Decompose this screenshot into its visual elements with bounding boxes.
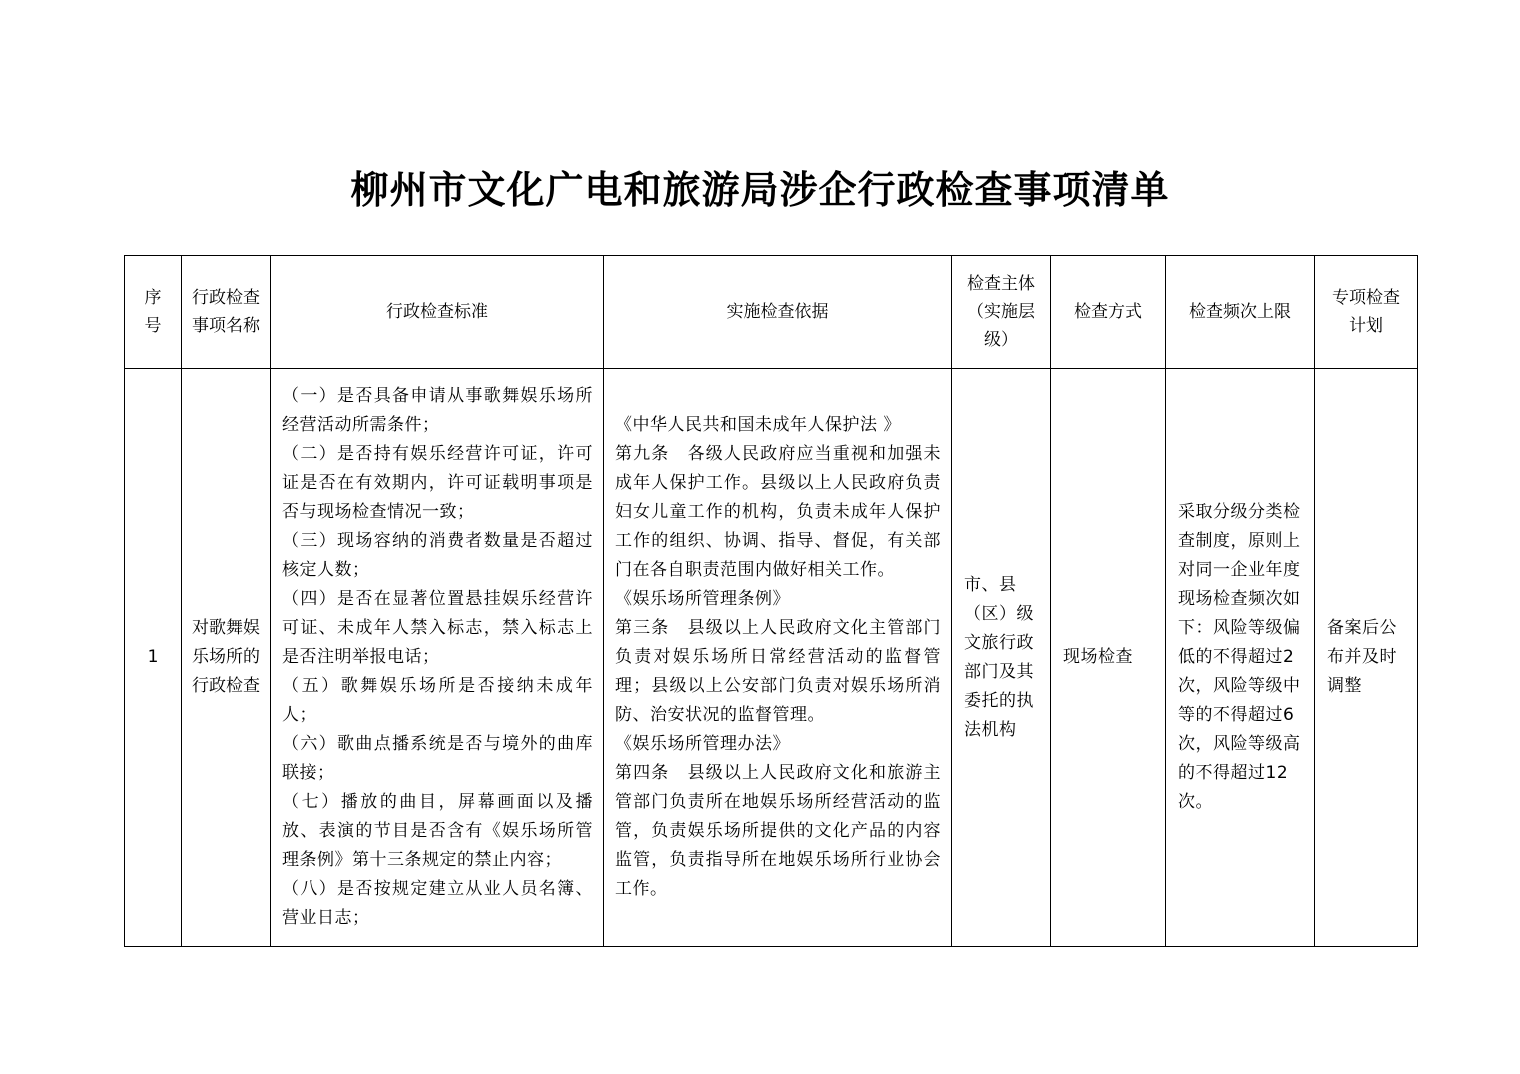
basis-article: 第三条 县级以上人民政府文化主管部门负责对娱乐场所日常经营活动的监督管理；县级以上公安部门负责对娱乐场所消防、治安状况的监督管理。	[615, 618, 941, 725]
table-row	[125, 369, 1418, 947]
row-subject-cell: 市、县（区）级文旅行政部门及其委托的执法机构	[952, 369, 1051, 947]
header-item-name: 行政检查事项名称	[182, 256, 271, 369]
header-basis: 实施检查依据	[604, 256, 952, 369]
row-standard-cell	[271, 369, 604, 947]
standard-item: （二）是否持有娱乐经营许可证，许可证是否在有效期内，许可证载明事项是否与现场检查情况一致；	[282, 444, 593, 522]
standard-item: （八）是否按规定建立从业人员名簿、营业日志；	[282, 879, 593, 928]
table-header-row	[125, 256, 1418, 369]
header-subject: 检查主体（实施层级）	[952, 256, 1051, 369]
row-basis-cell	[604, 369, 952, 947]
basis-law-title: 《娱乐场所管理条例》	[615, 589, 790, 609]
standard-item: （六）歌曲点播系统是否与境外的曲库联接；	[282, 734, 593, 783]
basis-list	[604, 411, 951, 904]
basis-law-title: 《娱乐场所管理办法》	[615, 734, 790, 754]
page-title: 柳州市文化广电和旅游局涉企行政检查事项清单	[350, 167, 1170, 212]
header-method: 检查方式	[1051, 256, 1166, 369]
row-item-name-cell: 对歌舞娱乐场所的行政检查	[182, 369, 271, 947]
standard-item: （一）是否具备申请从事歌舞娱乐场所经营活动所需条件；	[282, 386, 593, 435]
basis-article: 第四条 县级以上人民政府文化和旅游主管部门负责所在地娱乐场所经营活动的监管，负责娱乐场所提供的文化产品的内容监管，负责指导所在地娱乐场所行业协会工作。	[615, 763, 941, 899]
header-standard: 行政检查标准	[271, 256, 604, 369]
header-seq: 序号	[125, 256, 182, 369]
row-seq-cell: 1	[125, 369, 182, 947]
standard-item: （五）歌舞娱乐场所是否接纳未成年人；	[282, 676, 593, 725]
standard-item: （七）播放的曲目，屏幕画面以及播放、表演的节目是否含有《娱乐场所管理条例》第十三条规定的禁止内容；	[282, 792, 593, 870]
inspection-items-table	[124, 255, 1418, 947]
standard-item: （三）现场容纳的消费者数量是否超过核定人数；	[282, 531, 593, 580]
row-special-plan-cell: 备案后公布并及时调整	[1315, 369, 1418, 947]
header-frequency: 检查频次上限	[1166, 256, 1315, 369]
standard-item: （四）是否在显著位置悬挂娱乐经营许可证、未成年人禁入标志，禁入标志上是否注明举报电话；	[282, 589, 593, 667]
header-special-plan: 专项检查计划	[1315, 256, 1418, 369]
standard-list	[271, 382, 603, 933]
basis-article: 第九条 各级人民政府应当重视和加强未成年人保护工作。县级以上人民政府负责妇女儿童工作的机构，负责未成年人保护工作的组织、协调、指导、督促，有关部门在各自职责范围内做好相关工作。	[615, 444, 941, 580]
basis-law-title: 《中华人民共和国未成年人保护法 》	[615, 415, 901, 435]
row-frequency-cell: 采取分级分类检查制度，原则上对同一企业年度现场检查频次如下：风险等级偏低的不得超过2次，风险等级中等的不得超过6次，风险等级高的不得超过12次。	[1166, 369, 1315, 947]
row-method-cell: 现场检查	[1051, 369, 1166, 947]
